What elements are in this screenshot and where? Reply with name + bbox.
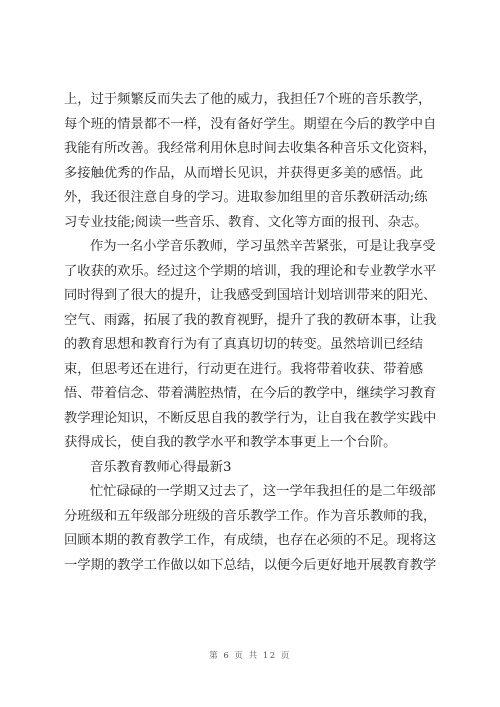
page-footer: 第 6 页 共 12 页: [209, 651, 291, 661]
paragraph-line: 上，过于频繁反而失去了他的威力，我担任7个班的音乐教学，: [64, 92, 432, 107]
paragraph-line: 作为一名小学音乐教师，学习虽然辛苦紧张，可是让我享受: [90, 239, 436, 254]
paragraph-line: 多接触优秀的作品，从而增长见识，并获得更多美的感悟。此: [64, 165, 424, 181]
paragraph-line: 每个班的情景都不一样，没有备好学生。期望在今后的教学中自: [64, 116, 436, 132]
paragraph-line: 外，我还很注意自身的学习。进取参加组里的音乐教研活动;练: [64, 190, 428, 205]
paragraph-line: 空气、雨露，拓展了我的教育视野，提升了我的教研本事，让我: [64, 312, 436, 328]
paragraph-line: 我能有所改善。我经常利用休息时间去收集各种音乐文化资料，: [64, 141, 436, 156]
paragraph-line: 束，但思考还在进行，行动更在进行。我将带着收获、带着感: [64, 361, 424, 377]
paragraph-line: 教学理论知识，不断反思自我的教学行为，让自我在教学实践中: [64, 410, 436, 426]
paragraph-line: 同时得到了很大的提升，让我感受到国培计划培训带来的阳光、: [64, 288, 436, 303]
paragraph-line: 忙忙碌碌的一学期又过去了，这一学年我担任的是二年级部: [90, 484, 436, 499]
paragraph-line: 一学期的教学工作做以如下总结，以便今后更好地开展教育教学: [64, 557, 436, 573]
paragraph-line: 音乐教育教师心得最新3: [90, 459, 232, 475]
paragraph-line: 获得成长，使自我的教学水平和教学本事更上一个台阶。: [64, 435, 397, 450]
paragraph-line: 习专业技能;阅读一些音乐、教育、文化等方面的报刊、杂志。: [64, 214, 428, 230]
paragraph-line: 的教育思想和教育行为有了真真切切的转变。虽然培训已经结: [64, 337, 424, 352]
paragraph-line: 悟、带着信念、带着满腔热情，在今后的教学中，继续学习教育: [64, 386, 436, 401]
paragraph-line: 了收获的欢乐。经过这个学期的培训，我的理论和专业教学水平: [64, 263, 436, 279]
paragraph-line: 回顾本期的教育教学工作，有成绩，也存在必须的不足。现将这: [64, 533, 436, 548]
paragraph-line: 分班级和五年级部分班级的音乐教学工作。作为音乐教师的我，: [64, 508, 436, 524]
body-text: [64, 88, 436, 578]
